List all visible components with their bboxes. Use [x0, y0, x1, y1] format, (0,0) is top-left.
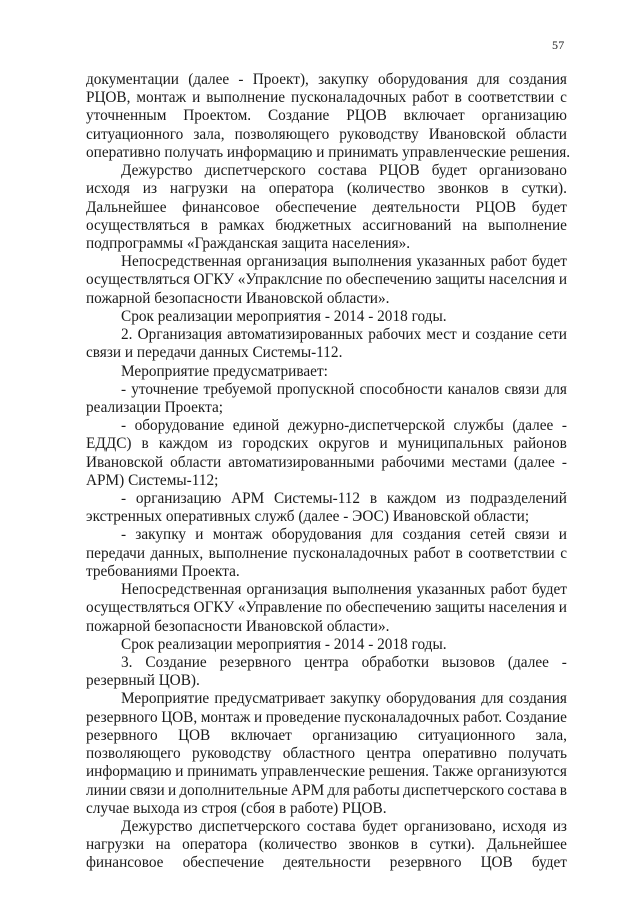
word: пусконаладочных — [291, 89, 407, 107]
word: РЦОВ — [346, 107, 387, 125]
word: защиты — [435, 599, 485, 617]
text-line — [86, 180, 567, 198]
word: информацию — [86, 763, 172, 781]
text-line — [86, 526, 567, 544]
word: и — [461, 326, 471, 344]
word: для — [544, 380, 567, 398]
word: руководству — [339, 125, 419, 143]
word: вызовов — [441, 654, 495, 671]
word: - — [238, 71, 244, 88]
text-line — [86, 782, 567, 800]
word: каждом — [158, 435, 209, 453]
word: резервного — [219, 654, 292, 671]
word: оборудования — [271, 526, 362, 544]
word: организация — [246, 253, 328, 271]
word: в — [369, 490, 378, 508]
word: ситуационного — [86, 125, 184, 143]
word: местами — [451, 453, 507, 471]
word: Создание — [267, 107, 330, 125]
word: оборудования — [378, 71, 468, 88]
word: исходя — [502, 817, 547, 835]
word: состава — [317, 162, 367, 180]
word: бюджетных — [275, 216, 352, 234]
word: оператора — [268, 180, 334, 198]
word: автоматизированными — [228, 453, 375, 471]
word: нагрузки — [169, 180, 228, 198]
word: работ — [413, 544, 451, 562]
text-line — [86, 745, 567, 763]
word: в — [455, 544, 463, 562]
word: ОГКУ — [193, 271, 235, 289]
word: линии — [86, 781, 127, 799]
word: создания — [508, 71, 567, 88]
text-line — [86, 126, 567, 144]
word: работы — [353, 781, 400, 799]
word: управленческие — [261, 763, 365, 781]
word: включает — [403, 107, 465, 125]
word: на — [462, 216, 478, 234]
word: - — [561, 417, 567, 435]
word: оборудования — [386, 690, 476, 708]
word: связи — [504, 380, 540, 398]
word: и — [558, 271, 567, 289]
word: подразделений — [470, 490, 567, 508]
word: организацию — [135, 490, 222, 508]
word: зала, — [535, 726, 567, 744]
word: принимать — [187, 763, 258, 781]
word: - — [121, 417, 127, 435]
word: «Упраклсние — [237, 271, 323, 289]
word: и — [379, 435, 388, 453]
word: (далее — [513, 453, 555, 471]
word: округов — [318, 435, 370, 453]
word: из — [142, 180, 158, 198]
word: создание — [475, 326, 534, 344]
word: по — [325, 599, 342, 617]
word: указанных — [416, 253, 486, 271]
text-line: оперативно получать информацию и принимать управленческие решения. — [86, 143, 571, 161]
word: работ — [490, 253, 527, 271]
word: передачи — [86, 544, 146, 562]
word: Системы-112 — [273, 490, 361, 508]
word: Дежурство — [121, 817, 193, 835]
word: выполнения — [332, 581, 412, 599]
text-line — [86, 71, 567, 89]
word: позволяющего — [86, 745, 181, 763]
word: обработки — [361, 654, 430, 671]
word: монтаж — [212, 526, 263, 544]
word: пусконаладочных — [293, 544, 409, 562]
word: диспетчерского — [199, 817, 301, 835]
word: рабочих — [368, 326, 422, 344]
word: уточнение — [131, 380, 199, 398]
text-line: подпрограммы «Гражданская защита населения». — [86, 234, 411, 252]
word: для — [481, 690, 504, 708]
word: защиты — [435, 271, 486, 289]
word: Создание — [145, 654, 207, 671]
word: (далее — [512, 417, 554, 435]
word: данных, — [150, 544, 204, 562]
word: обеспечение — [275, 198, 357, 216]
word: закупку — [135, 526, 187, 544]
word: организуются — [476, 763, 567, 781]
word: Дежурство — [121, 162, 193, 180]
word: области — [170, 453, 222, 471]
word: в — [454, 89, 462, 107]
text-line — [86, 253, 567, 271]
word: диспетчерского — [204, 162, 306, 180]
text-line — [86, 818, 567, 836]
text-line — [86, 162, 567, 180]
word: соответствии — [468, 544, 555, 562]
word: зала, — [193, 125, 225, 143]
word: муниципальных — [397, 435, 504, 453]
word: ЕДДС) — [86, 435, 132, 453]
word: диспетчерского — [402, 781, 505, 799]
text-line: связи и передачи данных Системы-112. — [86, 344, 343, 362]
word: будет — [531, 581, 567, 599]
word: в — [501, 180, 509, 198]
word: деятельности — [283, 854, 371, 872]
word: проведение — [265, 708, 341, 726]
word: позволяющего — [234, 125, 330, 143]
word: в — [410, 836, 418, 854]
word: выполнение — [488, 216, 567, 234]
word: Создание — [505, 708, 567, 726]
word: звонков — [437, 180, 489, 198]
word: будет — [431, 162, 467, 180]
word: для — [370, 526, 394, 544]
word: - — [121, 490, 127, 508]
page-number: 57 — [552, 38, 565, 52]
word: единой — [232, 417, 280, 435]
word: РЦОВ — [379, 162, 420, 180]
word: организовано, — [404, 817, 496, 835]
word: оперативно — [422, 745, 497, 763]
word: нагрузки — [86, 836, 145, 854]
word: ЦОВ — [178, 726, 211, 744]
text-line — [86, 599, 567, 617]
word: исходя — [86, 180, 130, 198]
text-line: резервный ЦОВ). — [86, 672, 200, 690]
word: монтаж — [136, 89, 187, 107]
word: Также — [432, 763, 474, 781]
text-line: пожарной безопасности Ивановской области». — [86, 617, 390, 635]
text-line — [86, 454, 567, 472]
word: Непосредственная — [121, 253, 242, 271]
word: центра — [304, 654, 349, 671]
text-line — [86, 545, 567, 563]
word: документации — [86, 71, 179, 88]
word: закупку — [330, 690, 381, 708]
word: включает — [230, 726, 292, 744]
word: на — [155, 836, 171, 854]
word: звонков — [348, 836, 400, 854]
word: будет — [531, 198, 567, 216]
text-line — [86, 417, 567, 435]
word: состава — [507, 781, 557, 799]
word: сети — [538, 326, 567, 344]
word: создания — [402, 526, 461, 544]
word: обеспечению — [345, 271, 432, 289]
word: будет — [531, 854, 567, 872]
word: сетей — [469, 526, 506, 544]
word: в — [559, 781, 567, 799]
word: дополнительные — [179, 781, 288, 799]
text-line — [86, 326, 567, 344]
text-line — [86, 709, 567, 727]
word: - — [561, 654, 567, 671]
word: из — [446, 490, 461, 508]
word: из — [218, 435, 233, 453]
word: (далее — [507, 654, 549, 671]
word: связи — [129, 781, 165, 799]
word: организацию — [312, 726, 398, 744]
text-line — [86, 763, 567, 781]
word: выполнения — [332, 253, 412, 271]
word: - — [561, 453, 567, 471]
word: ситуационного — [418, 726, 516, 744]
text-line: Срок реализации мероприятия - 2014 - 2018 годы. — [121, 307, 447, 325]
text-line — [86, 490, 567, 508]
word: резервного — [389, 854, 462, 872]
text-line — [86, 199, 567, 217]
word: ЦОВ, — [161, 708, 198, 726]
word: Дальнейшее — [486, 836, 567, 854]
word: требуемой — [203, 380, 272, 398]
word: работ. — [463, 708, 503, 726]
word: на — [240, 180, 256, 198]
text-line: реализации Проекта; — [86, 398, 224, 416]
word: и — [195, 526, 204, 544]
word: работ — [490, 581, 527, 599]
text-line: пожарной безопасности Ивановской области». — [86, 289, 390, 307]
word: выполнение — [206, 89, 286, 107]
word: 2. — [121, 326, 133, 344]
word: и — [167, 781, 177, 799]
word: по — [326, 271, 342, 289]
word: Ивановской — [428, 125, 506, 143]
word: сутки). — [521, 180, 567, 198]
word: пусконаладочных — [344, 708, 460, 726]
word: будет — [531, 253, 567, 271]
word: Непосредственная — [121, 581, 242, 599]
text-line — [86, 381, 567, 399]
word: (далее — [188, 71, 230, 88]
word: осуществляться — [86, 271, 190, 289]
word: оператора — [182, 836, 248, 854]
word: состава — [306, 817, 356, 835]
text-line: АРМ) Системы-112; — [86, 471, 219, 489]
word: Мероприятие — [121, 690, 210, 708]
word: и — [253, 708, 263, 726]
word: в — [200, 216, 208, 234]
word: Проектом. — [183, 107, 252, 125]
word: из — [552, 817, 567, 835]
word: дежурно-диспетчерской — [287, 417, 446, 435]
word: - — [121, 526, 127, 544]
text-line: Срок реализации мероприятия - 2014 - 2018 годы. — [121, 635, 447, 653]
word: РЦОВ, — [86, 89, 131, 107]
word: рабочими — [381, 453, 445, 471]
word: создания — [508, 690, 567, 708]
text-line — [86, 107, 567, 125]
word: Ивановской — [86, 453, 164, 471]
word: ОГКУ — [193, 599, 235, 617]
word: службы — [453, 417, 504, 435]
word: для — [477, 71, 500, 88]
word: в — [141, 435, 149, 453]
word: резервного — [86, 708, 158, 726]
word: работ — [412, 89, 449, 107]
word: для — [327, 781, 350, 799]
text-line — [86, 217, 567, 235]
word: сутки). — [429, 836, 475, 854]
word: РЦОВ — [475, 198, 517, 216]
text-line — [86, 727, 567, 745]
text-line — [86, 581, 567, 599]
text-line: случае выхода из строя (сбоя в работе) РЦОВ. — [86, 799, 387, 817]
text-line — [86, 854, 567, 872]
word: АРМ — [231, 490, 265, 508]
word: АРМ — [291, 781, 325, 799]
word: областного — [282, 745, 356, 763]
word: организовано — [478, 162, 567, 180]
word: и — [558, 526, 567, 544]
word: руководству — [192, 745, 272, 763]
word: соответствии — [467, 89, 555, 107]
text-line: Мероприятие предусматривает: — [121, 362, 328, 380]
word: населения — [488, 599, 556, 617]
text-line — [86, 435, 567, 453]
word: решения. — [368, 763, 430, 781]
word: закупку — [318, 71, 369, 88]
word: связи — [514, 526, 550, 544]
word: «Управление — [237, 599, 323, 617]
word: указанных — [416, 581, 486, 599]
word: с — [560, 544, 567, 562]
word: предусматривает — [214, 690, 325, 708]
word: деятельности — [372, 198, 460, 216]
text-line — [86, 89, 567, 107]
word: (количество — [258, 836, 338, 854]
word: населсния — [488, 271, 556, 289]
word: резервного — [86, 726, 158, 744]
word: осуществляться — [86, 216, 190, 234]
text-line — [86, 654, 567, 672]
text-line — [86, 271, 567, 289]
word: организацию — [481, 107, 567, 125]
text-line: требованиями Проекта. — [86, 562, 240, 580]
word: Дальнейшее — [86, 198, 167, 216]
text-line — [86, 690, 567, 708]
word: центра — [366, 745, 411, 763]
word: Организация — [137, 326, 222, 344]
word: мест — [426, 326, 457, 344]
word: финансовое — [86, 854, 164, 872]
word: финансовое — [182, 198, 260, 216]
word: каждом — [386, 490, 437, 508]
word: районов — [513, 435, 567, 453]
word: и — [558, 599, 567, 617]
word: Проект), — [252, 71, 309, 88]
word: городских — [242, 435, 309, 453]
word: будет — [362, 817, 398, 835]
word: ЦОВ — [480, 854, 513, 872]
word: выполнение — [208, 544, 288, 562]
word: пропускной — [276, 380, 355, 398]
document-body — [86, 71, 571, 873]
word: уточненным — [86, 107, 167, 125]
word: монтаж — [200, 708, 251, 726]
word: обеспечение — [182, 854, 264, 872]
word: рамках — [218, 216, 265, 234]
word: и — [175, 763, 184, 781]
word: обеспечению — [345, 599, 432, 617]
word: и — [192, 89, 201, 107]
word: - — [121, 380, 127, 398]
word: (количество — [346, 180, 426, 198]
word: получать — [508, 745, 567, 763]
word: каналов — [447, 380, 500, 398]
word: способности — [359, 380, 443, 398]
word: осуществляться — [86, 599, 190, 617]
text-line: экстренных оперативных служб (далее - ЭОС) Ивановской области; — [86, 508, 530, 526]
word: ассигнований — [362, 216, 452, 234]
word: автоматизированных — [227, 326, 364, 344]
word: организация — [246, 581, 328, 599]
word: оборудование — [134, 417, 225, 435]
text-line — [86, 836, 567, 854]
word: с — [560, 89, 567, 107]
word: области — [515, 125, 567, 143]
word: 3. — [121, 654, 133, 671]
